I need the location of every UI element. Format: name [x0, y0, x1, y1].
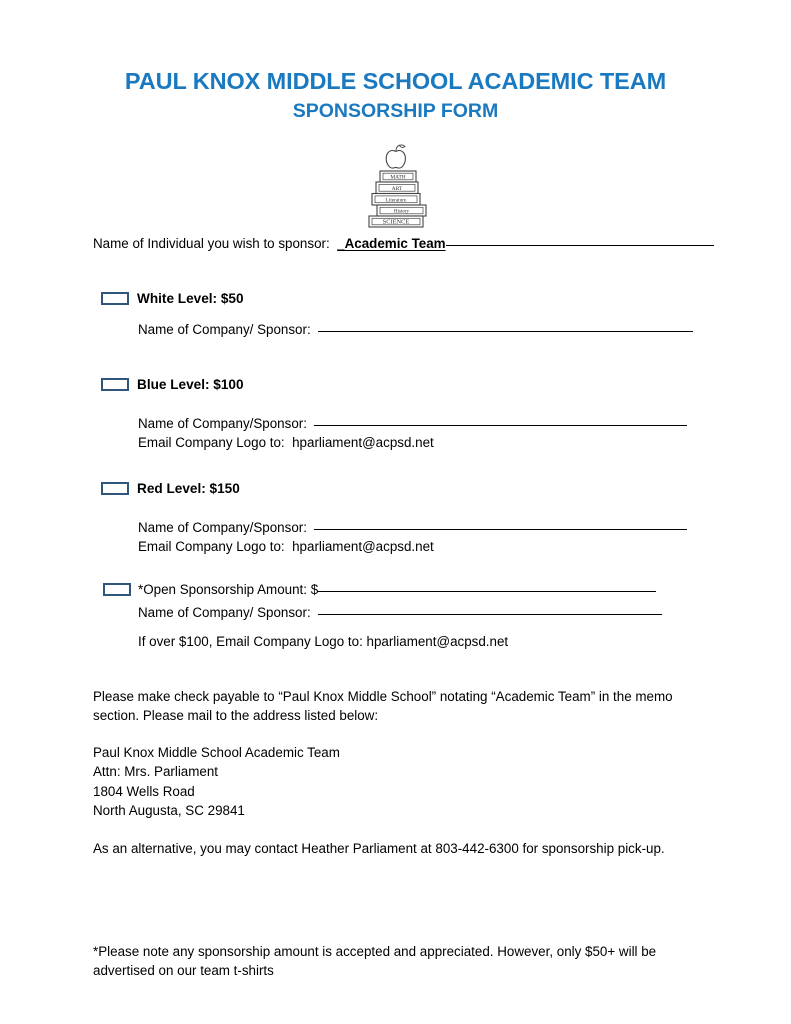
red-level-company-row: [138, 518, 687, 537]
address-line-3: 1804 Wells Road: [93, 783, 195, 799]
red-level-email-label: Email Company Logo to:: [138, 539, 285, 554]
blue-level-email-row: [138, 433, 434, 452]
open-sponsorship-company-blank[interactable]: [318, 614, 662, 615]
blue-level-company-row: [138, 414, 687, 433]
red-level-email-address: hparliament@acpsd.net: [292, 539, 434, 554]
address-line-4: North Augusta, SC 29841: [93, 803, 245, 819]
white-level-heading: White Level: $50: [137, 291, 244, 306]
book-stack-apple-icon: [352, 136, 444, 228]
blue-level-heading: Blue Level: $100: [137, 377, 244, 392]
blue-level-email-label: Email Company Logo to:: [138, 435, 285, 450]
white-level-company-row: [138, 320, 693, 339]
book-label-history: History: [394, 209, 409, 215]
white-level-company-blank[interactable]: [318, 331, 693, 332]
title-line-2: SPONSORSHIP FORM: [292, 100, 499, 122]
sponsor-name-value[interactable]: _Academic Team: [337, 236, 446, 251]
sponsor-name-label: Name of Individual you wish to sponsor:: [93, 236, 330, 251]
open-sponsorship-amount-row: [138, 580, 656, 599]
address-line-1: Paul Knox Middle School Academic Team: [93, 745, 340, 760]
red-level-heading: Red Level: $150: [137, 481, 240, 496]
open-sponsorship-company-row: [138, 603, 662, 622]
mailing-address-block: [93, 743, 523, 821]
book-label-math: MATH: [390, 174, 406, 181]
book-label-science: SCIENCE: [382, 218, 410, 226]
title-line-1: PAUL KNOX MIDDLE SCHOOL ACADEMIC TEAM: [124, 68, 667, 94]
footnote-paragraph: *Please note any sponsorship amount is accepted and appreciated. However, only $50+ will be advertised on our team t-shirts: [93, 944, 657, 979]
blue-level-company-blank[interactable]: [314, 425, 687, 426]
checkbox-red-level[interactable]: [101, 482, 129, 495]
checkbox-blue-level[interactable]: [101, 378, 129, 391]
book-label-art: ART: [391, 185, 403, 192]
blue-level-email-address: hparliament@acpsd.net: [292, 435, 434, 450]
open-sponsorship-company-label: Name of Company/ Sponsor:: [138, 605, 311, 620]
red-level-company-blank[interactable]: [314, 529, 687, 530]
open-sponsorship-amount-blank[interactable]: [318, 591, 656, 592]
open-sponsorship-amount-label: *Open Sponsorship Amount: $: [138, 582, 319, 597]
checkbox-open-sponsorship[interactable]: [103, 583, 131, 596]
red-level-email-row: [138, 537, 434, 556]
check-payable-paragraph: Please make check payable to “Paul Knox Middle School” notating “Academic Team” in the memo section. Please mail to the address listed below:: [93, 689, 673, 724]
open-sponsorship-email-note: If over $100, Email Company Logo to: hparliament@acpsd.net: [138, 634, 509, 649]
alternative-contact-paragraph: As an alternative, you may contact Heather Parliament at 803-442-6300 for sponsorship pick-up.: [93, 841, 665, 856]
book-label-literature: Literature: [385, 197, 407, 204]
red-level-company-label: Name of Company/Sponsor:: [138, 520, 307, 535]
sponsor-name-field-row: [93, 234, 714, 253]
white-level-company-label: Name of Company/ Sponsor:: [138, 322, 311, 337]
checkbox-white-level[interactable]: [101, 292, 129, 305]
sponsor-name-blank[interactable]: [446, 245, 714, 246]
blue-level-company-label: Name of Company/Sponsor:: [138, 416, 307, 431]
page-title: [0, 66, 791, 125]
address-line-2: Attn: Mrs. Parliament: [93, 764, 219, 780]
